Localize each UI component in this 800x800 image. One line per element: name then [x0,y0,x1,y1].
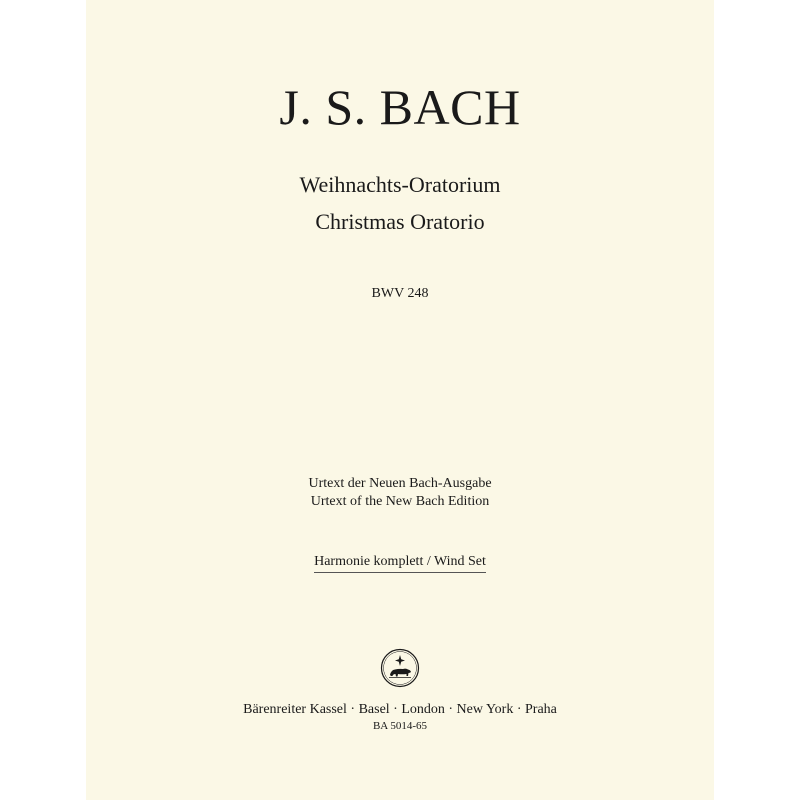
urtext-german: Urtext der Neuen Bach-Ausgabe [308,476,492,491]
urtext-english: Urtext of the New Bach Edition [310,494,490,509]
publisher-line: Bärenreiter Kassel · Basel · London · New York · Praha [243,702,557,717]
edition-set: Harmonie komplett / Wind Set [314,554,486,573]
title-german: Weihnachts-Oratorium [299,172,501,197]
edition-set-line [86,552,714,573]
catalog-number: BWV 248 [371,286,429,301]
edition-number: BA 5014-65 [372,720,428,732]
publisher-logo-icon [380,648,420,688]
composer-name: J. S. BACH [279,79,521,135]
score-cover [86,0,714,800]
title-english: Christmas Oratorio [315,209,485,234]
